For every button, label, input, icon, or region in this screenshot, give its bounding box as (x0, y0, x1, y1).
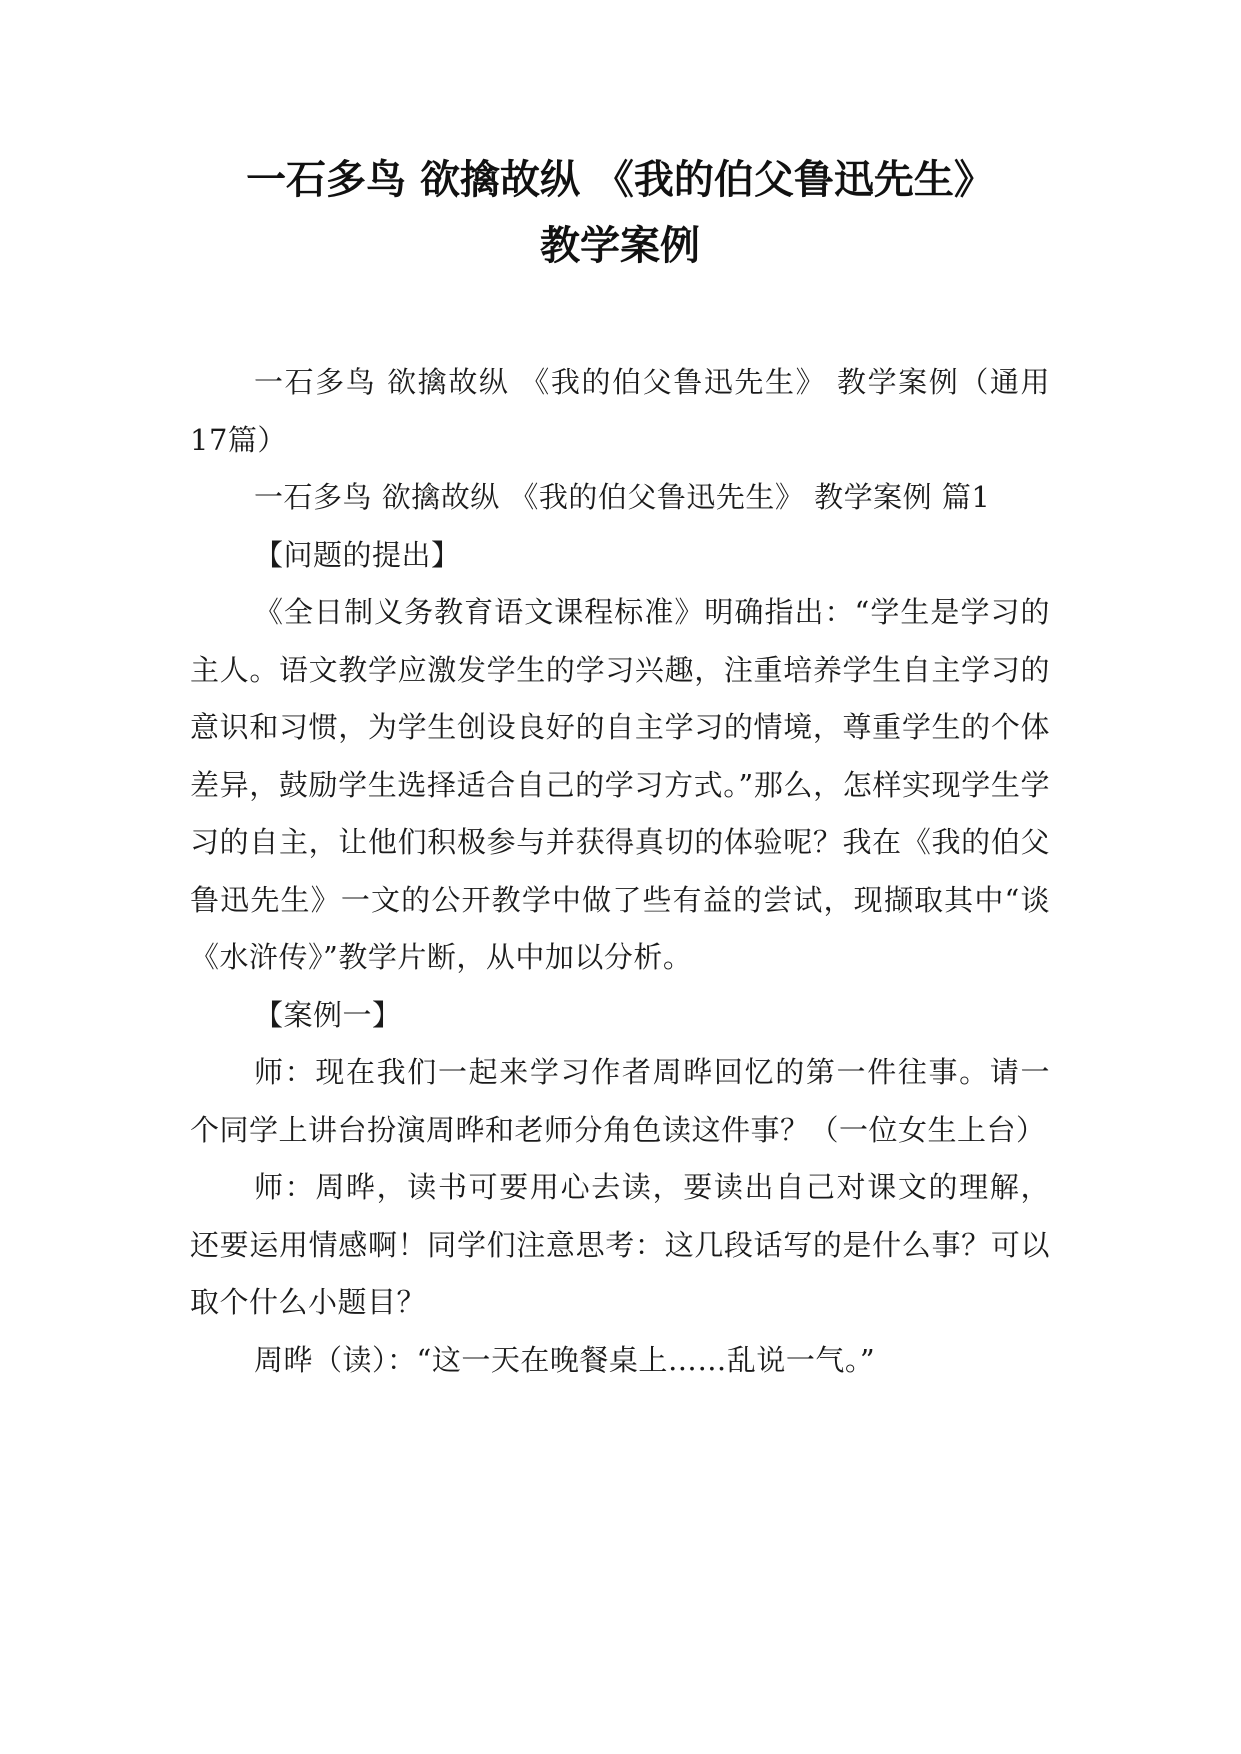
dialogue-paragraph: 周晔（读）：“这一天在晚餐桌上……乱说一气。” (254, 1342, 876, 1377)
section-heading-case-one: 【案例一】 (254, 997, 402, 1032)
section-heading-problem: 【问题的提出】 (254, 537, 461, 572)
dialogue-paragraph: 师：周晔，读书可要用心去读，要读出自己对课文的理解，还要运用情感啊！同学们注意思考：这几段话写的是什么事？可以取个什么小题目？ (190, 1170, 1050, 1319)
document-title-line-2: 教学案例 (540, 223, 700, 269)
subtitle-paragraph: 一石多鸟 欲擒故纵 《我的伯父鲁迅先生》 教学案例（通用17篇） (190, 365, 1050, 457)
section-title-paragraph: 一石多鸟 欲擒故纵 《我的伯父鲁迅先生》 教学案例 篇1 (254, 480, 991, 514)
dialogue-paragraph: 师：现在我们一起来学习作者周晔回忆的第一件往事。请一个同学上讲台扮演周晔和老师分角色读这件事？（一位女生上台） (190, 1055, 1050, 1147)
document-body (190, 354, 1050, 1389)
body-paragraph: 《全日制义务教育语文课程标准》明确指出：“学生是学习的主人。语文教学应激发学生的学习兴趣，注重培养学生自主学习的意识和习惯，为学生创设良好的自主学习的情境，尊重学生的个体差异，鼓励学生选择适合自己的学习方式。”那么，怎样实现学生学习的自主，让他们积极参与并获得真切的体验呢？我在《我的伯父鲁迅先生》一文的公开教学中做了些有益的尝试，现撷取其中“谈《水浒传》”教学片断，从中加以分析。 (190, 595, 1050, 974)
document-title-line-1: 一石多鸟 欲擒故纵 《我的伯父鲁迅先生》 (246, 157, 994, 203)
